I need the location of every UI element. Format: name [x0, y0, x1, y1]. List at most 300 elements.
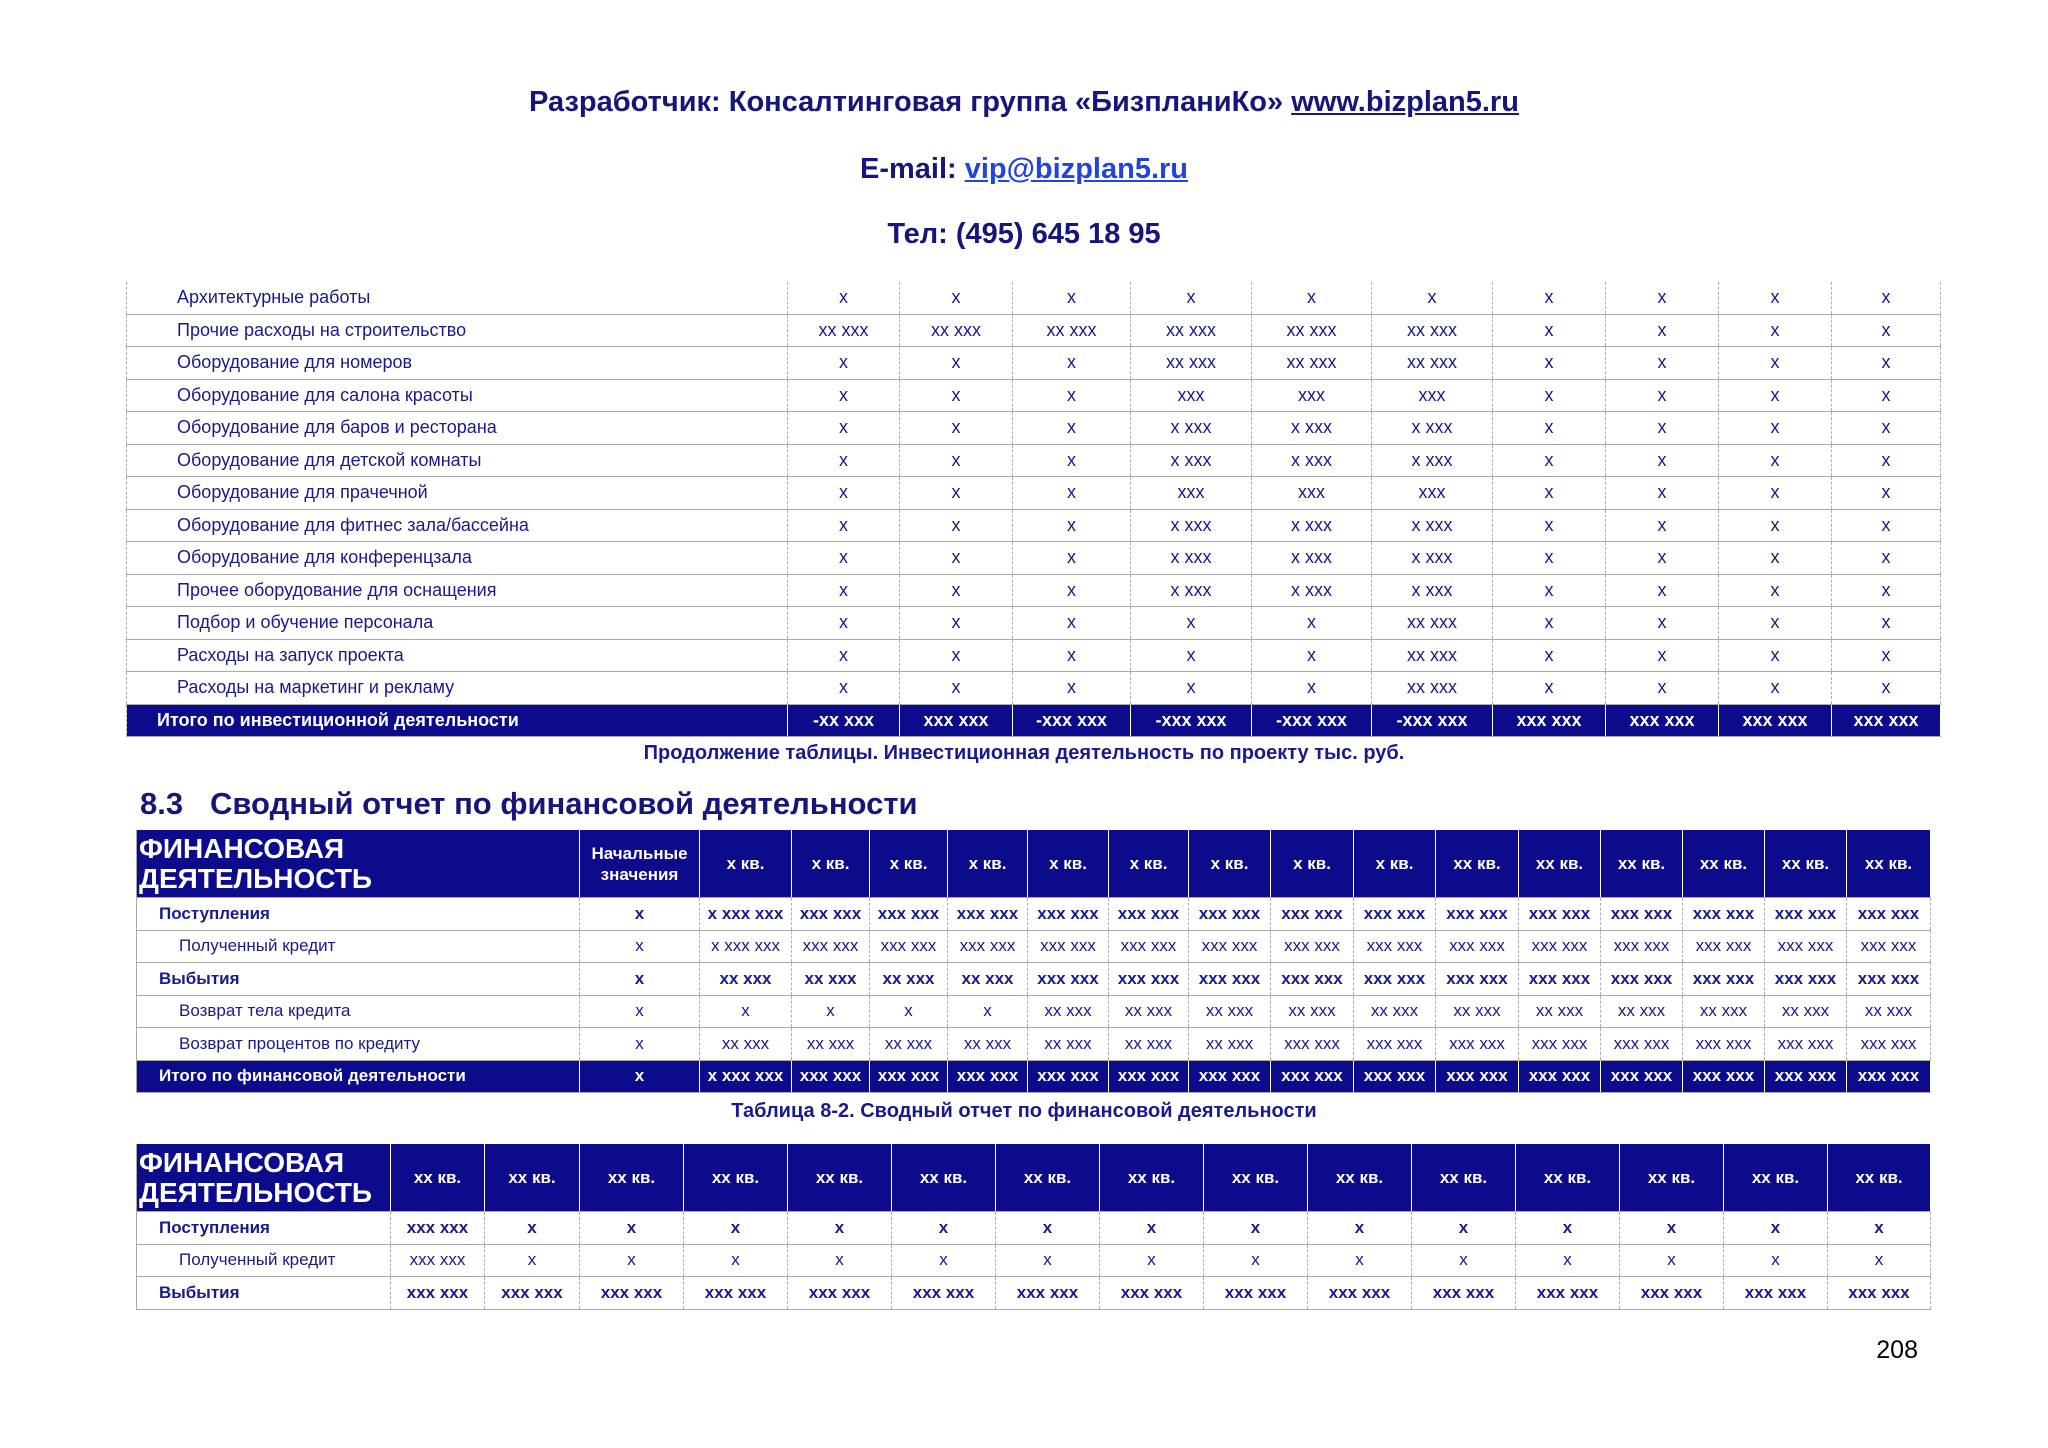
table-cell: xxx xxx	[1028, 930, 1109, 963]
table-cell: xxx xxx	[1028, 1060, 1109, 1093]
table-cell: x	[1719, 412, 1832, 445]
table-cell: x	[1832, 574, 1941, 607]
total-cell: -xxx xxx	[1252, 704, 1372, 736]
table-cell: x	[788, 412, 900, 445]
table-cell: x	[1724, 1244, 1828, 1277]
table-cell: xxx xxx	[1519, 1060, 1601, 1093]
table-cell: xx xxx	[1765, 995, 1847, 1028]
table-cell: xxx	[1252, 379, 1372, 412]
table-cell: xxx xxx	[1436, 930, 1519, 963]
table-row	[127, 477, 1941, 510]
table-cell: xx xxx	[1028, 995, 1109, 1028]
table-row	[127, 379, 1941, 412]
column-header: xx кв.	[1204, 1144, 1308, 1212]
table-cell: x	[1606, 477, 1719, 510]
table-cell: xxx xxx	[684, 1277, 788, 1310]
row-label: Оборудование для баров и ресторана	[127, 412, 788, 445]
table-cell: x xxx	[1252, 509, 1372, 542]
table-cell: x	[1131, 672, 1252, 705]
table-cell: x	[1013, 574, 1131, 607]
table-cell: x	[1493, 444, 1606, 477]
table-cell: xxx xxx	[870, 930, 948, 963]
header-title: ФИНАНСОВАЯ ДЕЯТЕЛЬНОСТЬ	[137, 1144, 391, 1212]
table-row	[127, 314, 1941, 347]
column-header: xx кв.	[1308, 1144, 1412, 1212]
column-header: xx кв.	[391, 1144, 485, 1212]
table-row	[137, 1244, 1931, 1277]
table-cell: xxx xxx	[1683, 963, 1765, 996]
table-cell: xxx xxx	[1271, 1028, 1354, 1061]
table-cell: x xxx	[1372, 542, 1493, 575]
table-cell: xxx xxx	[1271, 1060, 1354, 1093]
table-cell: xxx xxx	[948, 1060, 1028, 1093]
column-header: xx кв.	[996, 1144, 1100, 1212]
table-cell: xxx xxx	[1724, 1277, 1828, 1310]
column-header: xx кв.	[1620, 1144, 1724, 1212]
column-header: x кв.	[1189, 830, 1271, 898]
table-row	[137, 930, 1931, 963]
table-cell: x	[1013, 347, 1131, 380]
table-cell: x	[580, 963, 700, 996]
total-cell: xxx xxx	[900, 704, 1013, 736]
table-cell: xxx xxx	[1028, 963, 1109, 996]
table-cell: xxx xxx	[1271, 898, 1354, 931]
table-cell: x	[1719, 607, 1832, 640]
table-cell: xxx xxx	[792, 898, 870, 931]
table-cell: x	[1832, 347, 1941, 380]
table-cell: xxx xxx	[1189, 930, 1271, 963]
table-cell: xx xxx	[1354, 995, 1436, 1028]
column-header: xx кв.	[1847, 830, 1931, 898]
table-cell: xxx xxx	[1601, 930, 1683, 963]
total-row	[127, 704, 1941, 736]
total-label: Итого по инвестиционной деятельности	[127, 704, 788, 736]
table-cell: xx xxx	[792, 1028, 870, 1061]
table-cell: x	[1493, 412, 1606, 445]
table-cell: xxx xxx	[948, 930, 1028, 963]
column-header: xx кв.	[684, 1144, 788, 1212]
table-cell: xxx xxx	[1519, 930, 1601, 963]
developer-text: Разработчик: Консалтинговая группа «БизпланиКо»	[529, 86, 1292, 118]
table-cell: x	[788, 1212, 892, 1245]
table-cell: x	[1606, 509, 1719, 542]
column-header: xx кв.	[1519, 830, 1601, 898]
table-cell: xxx xxx	[1601, 1060, 1683, 1093]
table-cell: x	[1719, 639, 1832, 672]
table-row	[137, 963, 1931, 996]
table-cell: x	[1308, 1244, 1412, 1277]
table-cell: x	[900, 477, 1013, 510]
table-cell: x	[1719, 672, 1832, 705]
table-cell: xxx xxx	[1109, 963, 1189, 996]
table-cell: x	[1013, 412, 1131, 445]
table2-caption: Таблица 8-2. Сводный отчет по финансовой деятельности	[731, 1100, 1317, 1122]
table-cell: x	[580, 930, 700, 963]
table-cell: x	[1493, 542, 1606, 575]
table-cell: x	[1606, 314, 1719, 347]
table-cell: xxx xxx	[1308, 1277, 1412, 1310]
table-cell: xx xxx	[1131, 314, 1252, 347]
table-cell: xx xxx	[788, 314, 900, 347]
row-label: Полученный кредит	[137, 1244, 391, 1277]
financial-table	[136, 830, 1931, 1093]
table-cell: x xxx xxx	[700, 1060, 792, 1093]
row-label: Оборудование для фитнес зала/бассейна	[127, 509, 788, 542]
table-cell: xxx xxx	[1601, 1028, 1683, 1061]
table-cell: xx xxx	[1252, 314, 1372, 347]
table-cell: xx xxx	[1436, 995, 1519, 1028]
email-link[interactable]: vip@bizplan5.ru	[964, 153, 1188, 185]
table-cell: x xxx	[1372, 412, 1493, 445]
table-row	[137, 995, 1931, 1028]
table-cell: xx xxx	[1013, 314, 1131, 347]
table-cell: xx xxx	[1189, 995, 1271, 1028]
table-cell: xxx xxx	[1100, 1277, 1204, 1310]
table-cell: xxx xxx	[1271, 930, 1354, 963]
column-header: x кв.	[1109, 830, 1189, 898]
column-header: xx кв.	[788, 1144, 892, 1212]
table-cell: x	[1606, 444, 1719, 477]
table-cell: x	[948, 995, 1028, 1028]
table-cell: x xxx	[1131, 509, 1252, 542]
table-cell: x	[1412, 1244, 1516, 1277]
table-cell: xx xxx	[1683, 995, 1765, 1028]
table-cell: x	[788, 542, 900, 575]
table-cell: xxx	[1252, 477, 1372, 510]
table-cell: xx xxx	[1252, 347, 1372, 380]
page-number: 208	[1876, 1336, 1918, 1364]
table-cell: x	[1606, 607, 1719, 640]
table-cell: x	[1719, 347, 1832, 380]
table-cell: x	[1516, 1244, 1620, 1277]
table-cell: xxx xxx	[1519, 1028, 1601, 1061]
table-cell: x	[900, 347, 1013, 380]
table-row	[127, 509, 1941, 542]
table-cell: x	[788, 477, 900, 510]
table-cell: x	[900, 379, 1013, 412]
table-cell: x	[1372, 282, 1493, 314]
table-row	[127, 607, 1941, 640]
table-cell: x	[1204, 1212, 1308, 1245]
table-cell: xxx xxx	[1765, 1060, 1847, 1093]
row-label: Архитектурные работы	[127, 282, 788, 314]
table-cell: x xxx	[1131, 542, 1252, 575]
table-cell: x	[1832, 444, 1941, 477]
table-cell: x	[1620, 1244, 1724, 1277]
column-header: x кв.	[1028, 830, 1109, 898]
table-cell: x	[900, 542, 1013, 575]
table-cell: x	[1412, 1212, 1516, 1245]
table-cell: xxx xxx	[1765, 1028, 1847, 1061]
table-cell: xx xxx	[792, 963, 870, 996]
table-cell: x	[580, 1060, 700, 1093]
row-label: Выбытия	[137, 963, 580, 996]
table-row	[127, 672, 1941, 705]
table-cell: x	[1832, 509, 1941, 542]
table-cell: x	[1832, 542, 1941, 575]
table-cell: xx xxx	[1131, 347, 1252, 380]
table-cell: x	[788, 574, 900, 607]
table-cell: xxx xxx	[1765, 930, 1847, 963]
table-cell: x	[900, 639, 1013, 672]
table-cell: xxx xxx	[1436, 963, 1519, 996]
table-cell: xxx xxx	[580, 1277, 684, 1310]
table-cell: x	[1606, 672, 1719, 705]
table-cell: x xxx	[1252, 574, 1372, 607]
table-cell: xxx xxx	[1683, 898, 1765, 931]
table-cell: xxx xxx	[1109, 898, 1189, 931]
table-cell: x	[1832, 477, 1941, 510]
table-cell: x	[1493, 379, 1606, 412]
table-cell: x	[892, 1212, 996, 1245]
table-cell: x	[900, 412, 1013, 445]
table-cell: x	[1013, 379, 1131, 412]
table-cell: x xxx	[1252, 412, 1372, 445]
table-cell: xxx xxx	[1765, 963, 1847, 996]
table-cell: x	[1493, 672, 1606, 705]
table-cell: x	[1606, 282, 1719, 314]
column-header: xx кв.	[1601, 830, 1683, 898]
table-cell: x	[1013, 282, 1131, 314]
row-label: Оборудование для салона красоты	[127, 379, 788, 412]
table-cell: xxx xxx	[1620, 1277, 1724, 1310]
total-cell: xxx xxx	[1606, 704, 1719, 736]
table-cell: xx xxx	[1372, 639, 1493, 672]
table-cell: xxx xxx	[870, 898, 948, 931]
table-cell: x	[892, 1244, 996, 1277]
total-cell: -xxx xxx	[1131, 704, 1252, 736]
table-cell: x	[1606, 347, 1719, 380]
total-cell: xxx xxx	[1719, 704, 1832, 736]
table-cell: x	[1516, 1212, 1620, 1245]
table-cell: xxx xxx	[1204, 1277, 1308, 1310]
column-header: xx кв.	[485, 1144, 580, 1212]
table-cell: x	[1832, 379, 1941, 412]
table-cell: x	[788, 607, 900, 640]
column-header: xx кв.	[1828, 1144, 1931, 1212]
table-cell: xxx xxx	[870, 1060, 948, 1093]
table-row	[137, 1028, 1931, 1061]
total-cell: -xx xxx	[788, 704, 900, 736]
table-cell: xx xxx	[1847, 995, 1931, 1028]
table-cell: x	[870, 995, 948, 1028]
table-cell: x xxx	[1372, 509, 1493, 542]
column-header: xx кв.	[1516, 1144, 1620, 1212]
developer-line	[0, 86, 2048, 119]
table-cell: xx xxx	[700, 963, 792, 996]
table-cell: xxx xxx	[1109, 1060, 1189, 1093]
table-cell: x	[1493, 607, 1606, 640]
header-row	[137, 830, 1931, 898]
table-cell: x	[1724, 1212, 1828, 1245]
column-header: x кв.	[1271, 830, 1354, 898]
table-cell: x	[684, 1212, 788, 1245]
table-cell: xxx xxx	[1683, 1028, 1765, 1061]
table-cell: xx xxx	[870, 963, 948, 996]
table-cell: xxx xxx	[1354, 1060, 1436, 1093]
header-row	[137, 1144, 1931, 1212]
table-cell: x	[1828, 1212, 1931, 1245]
column-header: xx кв.	[892, 1144, 996, 1212]
table-cell: xxx xxx	[1189, 963, 1271, 996]
table-cell: x	[1013, 607, 1131, 640]
table-cell: x	[996, 1212, 1100, 1245]
column-header: xx кв.	[1765, 830, 1847, 898]
table-cell: x	[1828, 1244, 1931, 1277]
table-cell: xxx	[1131, 477, 1252, 510]
table-row	[127, 444, 1941, 477]
row-label: Расходы на запуск проекта	[127, 639, 788, 672]
table-cell: xxx xxx	[1436, 898, 1519, 931]
table-cell: x	[1719, 379, 1832, 412]
table-cell: x	[1832, 282, 1941, 314]
table-cell: x	[1252, 672, 1372, 705]
column-header: xx кв.	[1436, 830, 1519, 898]
table-cell: xxx xxx	[1683, 1060, 1765, 1093]
row-label: Выбытия	[137, 1277, 391, 1310]
table-cell: x	[900, 672, 1013, 705]
table-cell: x	[580, 1212, 684, 1245]
row-label: Расходы на маркетинг и рекламу	[127, 672, 788, 705]
table-cell: xxx xxx	[1601, 898, 1683, 931]
table-cell: xx xxx	[1372, 314, 1493, 347]
table-cell: x xxx	[1252, 444, 1372, 477]
table-cell: x	[788, 379, 900, 412]
total-cell: -xxx xxx	[1013, 704, 1131, 736]
row-label: Оборудование для конференцзала	[127, 542, 788, 575]
table-cell: x	[788, 509, 900, 542]
row-label: Прочие расходы на строительство	[127, 314, 788, 347]
table-cell: xx xxx	[900, 314, 1013, 347]
table-cell: xxx xxx	[1189, 1060, 1271, 1093]
table-cell: x	[1606, 379, 1719, 412]
phone-line: Тел: (495) 645 18 95	[887, 218, 1161, 250]
table-cell: x	[580, 1028, 700, 1061]
row-label: Оборудование для детской комнаты	[127, 444, 788, 477]
table-cell: xx xxx	[1028, 1028, 1109, 1061]
row-label: Оборудование для номеров	[127, 347, 788, 380]
table-cell: x	[1493, 314, 1606, 347]
row-label: Оборудование для прачечной	[127, 477, 788, 510]
table-cell: x	[900, 607, 1013, 640]
table-cell: xxx xxx	[1354, 1028, 1436, 1061]
table-cell: x	[788, 672, 900, 705]
table-cell: xxx xxx	[1412, 1277, 1516, 1310]
table-cell: xxx xxx	[1271, 963, 1354, 996]
table-cell: xxx xxx	[792, 1060, 870, 1093]
table-cell: xxx xxx	[1354, 930, 1436, 963]
table-cell: xxx xxx	[391, 1277, 485, 1310]
column-header: xx кв.	[1683, 830, 1765, 898]
row-label: Итого по финансовой деятельности	[137, 1060, 580, 1093]
table-cell: x	[788, 282, 900, 314]
table-cell: x	[900, 509, 1013, 542]
table-cell: x	[1493, 477, 1606, 510]
table-cell: x	[1013, 477, 1131, 510]
table-cell: x	[788, 444, 900, 477]
table-cell: x	[1606, 574, 1719, 607]
table-cell: xxx xxx	[1436, 1060, 1519, 1093]
table-cell: xxx xxx	[1828, 1277, 1931, 1310]
table-cell: xxx xxx	[1109, 930, 1189, 963]
table-cell: x	[792, 995, 870, 1028]
table-cell: x	[1832, 607, 1941, 640]
table-cell: xxx xxx	[1847, 1028, 1931, 1061]
table-cell: x	[1100, 1244, 1204, 1277]
table-cell: x	[788, 1244, 892, 1277]
table-cell: xx xxx	[1372, 672, 1493, 705]
table-cell: x	[1252, 639, 1372, 672]
table-cell: xx xxx	[1519, 995, 1601, 1028]
table-cell: x xxx xxx	[700, 898, 792, 931]
table-cell: xx xxx	[1189, 1028, 1271, 1061]
table-cell: x xxx	[1252, 542, 1372, 575]
table-row	[127, 347, 1941, 380]
column-header: xx кв.	[1412, 1144, 1516, 1212]
table-cell: x	[900, 574, 1013, 607]
section-number: 8.3	[140, 786, 184, 821]
table-cell: x	[1832, 639, 1941, 672]
table-cell: xxx xxx	[1516, 1277, 1620, 1310]
table-cell: x	[1013, 672, 1131, 705]
table-cell: x	[485, 1244, 580, 1277]
table-cell: x	[1832, 672, 1941, 705]
table-cell: xxx xxx	[1189, 898, 1271, 931]
table-cell: xx xxx	[1372, 607, 1493, 640]
table-cell: xxx xxx	[1847, 930, 1931, 963]
table-cell: x xxx	[1131, 444, 1252, 477]
table-cell: x	[1131, 282, 1252, 314]
table-cell: xxx xxx	[1519, 898, 1601, 931]
investment-table	[126, 282, 1941, 737]
table-cell: xxx xxx	[1436, 1028, 1519, 1061]
table-cell: xxx xxx	[892, 1277, 996, 1310]
header-title: ФИНАНСОВАЯ ДЕЯТЕЛЬНОСТЬ	[137, 830, 580, 898]
table-cell: x	[700, 995, 792, 1028]
table-cell: x	[1832, 314, 1941, 347]
table-cell: xx xxx	[1109, 1028, 1189, 1061]
row-label: Подбор и обучение персонала	[127, 607, 788, 640]
row-label: Поступления	[137, 1212, 391, 1245]
column-header: xx кв.	[580, 1144, 684, 1212]
table-cell: x	[1719, 477, 1832, 510]
row-label: Возврат тела кредита	[137, 995, 580, 1028]
table-cell: xxx xxx	[1601, 963, 1683, 996]
section-title: Сводный отчет по финансовой деятельности	[210, 786, 918, 821]
table-cell: xxx xxx	[391, 1244, 485, 1277]
table-cell: x	[1013, 542, 1131, 575]
table-cell: x	[580, 898, 700, 931]
column-header: xx кв.	[1100, 1144, 1204, 1212]
table1-caption: Продолжение таблицы. Инвестиционная деятельность по проекту тыс. руб.	[643, 742, 1405, 764]
table-row	[127, 282, 1941, 314]
table-row	[137, 1277, 1931, 1310]
financial-table-continued	[136, 1144, 1931, 1310]
table-cell: x	[1606, 542, 1719, 575]
table-cell: x	[1252, 282, 1372, 314]
table-cell: xxx xxx	[792, 930, 870, 963]
table-cell: x	[1493, 282, 1606, 314]
column-header: xx кв.	[1724, 1144, 1828, 1212]
table-cell: x	[1719, 509, 1832, 542]
table-cell: xx xxx	[1372, 347, 1493, 380]
column-header: x кв.	[870, 830, 948, 898]
table-cell: xxx xxx	[1519, 963, 1601, 996]
table-cell: x	[1013, 509, 1131, 542]
table-cell: xx xxx	[1109, 995, 1189, 1028]
website-link[interactable]: www.bizplan5.ru	[1291, 86, 1519, 118]
table-cell: xx xxx	[1271, 995, 1354, 1028]
